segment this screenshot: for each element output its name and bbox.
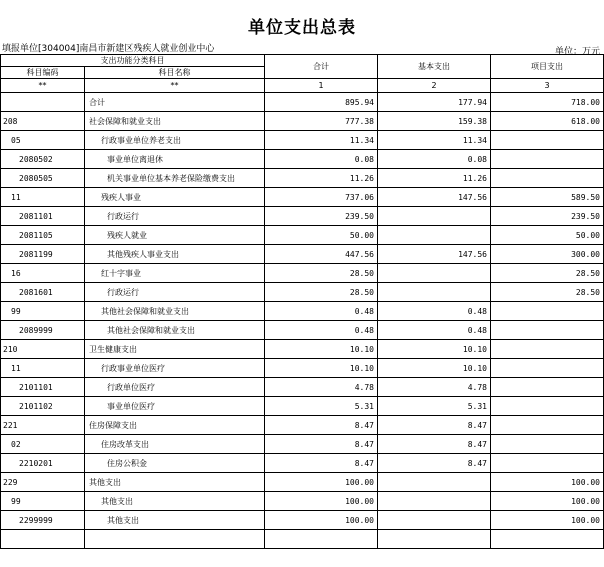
cell-basic-expenditure: 10.10: [378, 359, 491, 378]
header-total: 合计: [265, 55, 378, 79]
header-subject-name: 科目名称: [85, 67, 265, 79]
cell-total: 100.00: [265, 511, 378, 530]
cell-subject-code: 02: [1, 435, 85, 454]
cell-subject-name: [85, 530, 265, 549]
header-subject-code: 科目编码: [1, 67, 85, 79]
cell-subject-code: 11: [1, 188, 85, 207]
cell-basic-expenditure: [378, 530, 491, 549]
cell-total: 50.00: [265, 226, 378, 245]
cell-subject-name: 行政事业单位医疗: [85, 359, 265, 378]
cell-total: 0.48: [265, 302, 378, 321]
cell-total: 100.00: [265, 473, 378, 492]
table-row: [1, 530, 604, 549]
report-title: 单位支出总表: [248, 18, 356, 38]
cell-subject-name: 其他支出: [85, 492, 265, 511]
cell-subject-name: 住房公积金: [85, 454, 265, 473]
cell-project-expenditure: [491, 378, 604, 397]
table-row: [1, 416, 604, 435]
cell-subject-name: 其他支出: [85, 473, 265, 492]
table-row: [1, 454, 604, 473]
table-row: [1, 321, 604, 340]
cell-basic-expenditure: [378, 207, 491, 226]
cell-subject-code: 2080502: [1, 150, 85, 169]
header-code-marker: **: [1, 79, 85, 93]
table-row: [1, 264, 604, 283]
header-index-basic: 2: [378, 79, 491, 93]
cell-subject-code: 99: [1, 302, 85, 321]
cell-project-expenditure: [491, 302, 604, 321]
cell-basic-expenditure: [378, 264, 491, 283]
cell-total: 8.47: [265, 454, 378, 473]
cell-project-expenditure: 618.00: [491, 112, 604, 131]
cell-total: 4.78: [265, 378, 378, 397]
cell-subject-name: 卫生健康支出: [85, 340, 265, 359]
cell-project-expenditure: [491, 131, 604, 150]
header-basic-expenditure: 基本支出: [378, 55, 491, 79]
cell-subject-code: 2089999: [1, 321, 85, 340]
cell-subject-name: 机关事业单位基本养老保险缴费支出: [85, 169, 265, 188]
cell-project-expenditure: [491, 397, 604, 416]
cell-project-expenditure: 100.00: [491, 473, 604, 492]
cell-basic-expenditure: 10.10: [378, 340, 491, 359]
cell-basic-expenditure: 8.47: [378, 435, 491, 454]
cell-subject-code: 2081105: [1, 226, 85, 245]
expenditure-summary-table: [0, 54, 604, 549]
cell-subject-code: 05: [1, 131, 85, 150]
cell-subject-code: 229: [1, 473, 85, 492]
cell-subject-code: 2210201: [1, 454, 85, 473]
cell-project-expenditure: [491, 530, 604, 549]
cell-subject-code: 2080505: [1, 169, 85, 188]
table-row: [1, 169, 604, 188]
cell-subject-code: 2101101: [1, 378, 85, 397]
table-row: [1, 283, 604, 302]
cell-subject-code: 2081101: [1, 207, 85, 226]
cell-subject-code: 2081199: [1, 245, 85, 264]
cell-project-expenditure: 239.50: [491, 207, 604, 226]
cell-basic-expenditure: 11.26: [378, 169, 491, 188]
table-row: [1, 93, 604, 112]
cell-total: 11.26: [265, 169, 378, 188]
table-row: [1, 397, 604, 416]
table-row: [1, 150, 604, 169]
cell-project-expenditure: [491, 321, 604, 340]
cell-basic-expenditure: [378, 473, 491, 492]
cell-total: 10.10: [265, 359, 378, 378]
cell-subject-code: 99: [1, 492, 85, 511]
cell-project-expenditure: [491, 150, 604, 169]
cell-subject-name: 事业单位离退休: [85, 150, 265, 169]
cell-project-expenditure: [491, 454, 604, 473]
cell-project-expenditure: 28.50: [491, 283, 604, 302]
table-row: [1, 492, 604, 511]
cell-subject-code: [1, 93, 85, 112]
cell-basic-expenditure: 11.34: [378, 131, 491, 150]
cell-subject-name: 合计: [85, 93, 265, 112]
cell-basic-expenditure: 147.56: [378, 245, 491, 264]
cell-basic-expenditure: 0.48: [378, 321, 491, 340]
cell-subject-name: 行政单位医疗: [85, 378, 265, 397]
table-row: [1, 340, 604, 359]
header-row-index: [1, 79, 604, 93]
cell-basic-expenditure: 8.47: [378, 416, 491, 435]
cell-basic-expenditure: 147.56: [378, 188, 491, 207]
header-name-marker: **: [85, 79, 265, 93]
cell-total: 737.06: [265, 188, 378, 207]
cell-total: 447.56: [265, 245, 378, 264]
cell-project-expenditure: 300.00: [491, 245, 604, 264]
cell-subject-name: 残疾人就业: [85, 226, 265, 245]
cell-subject-code: 2081601: [1, 283, 85, 302]
cell-subject-code: 2299999: [1, 511, 85, 530]
cell-subject-name: 社会保障和就业支出: [85, 112, 265, 131]
cell-project-expenditure: [491, 340, 604, 359]
header-project-expenditure: 项目支出: [491, 55, 604, 79]
cell-total: 239.50: [265, 207, 378, 226]
cell-subject-name: 红十字事业: [85, 264, 265, 283]
cell-basic-expenditure: 159.38: [378, 112, 491, 131]
table-row: [1, 226, 604, 245]
cell-subject-name: 残疾人事业: [85, 188, 265, 207]
cell-total: 0.08: [265, 150, 378, 169]
cell-subject-name: 其他残疾人事业支出: [85, 245, 265, 264]
cell-basic-expenditure: 4.78: [378, 378, 491, 397]
table-row: [1, 302, 604, 321]
cell-basic-expenditure: 0.48: [378, 302, 491, 321]
table-row: [1, 112, 604, 131]
cell-total: 28.50: [265, 264, 378, 283]
cell-basic-expenditure: [378, 492, 491, 511]
cell-subject-code: 208: [1, 112, 85, 131]
cell-subject-code: 2101102: [1, 397, 85, 416]
table-row: [1, 207, 604, 226]
cell-project-expenditure: [491, 359, 604, 378]
cell-subject-name: 其他社会保障和就业支出: [85, 321, 265, 340]
cell-total: 28.50: [265, 283, 378, 302]
table-row: [1, 511, 604, 530]
cell-total: 8.47: [265, 416, 378, 435]
cell-subject-name: 其他支出: [85, 511, 265, 530]
table-row: [1, 131, 604, 150]
cell-subject-code: [1, 530, 85, 549]
cell-total: 5.31: [265, 397, 378, 416]
cell-basic-expenditure: [378, 511, 491, 530]
reporting-unit: 填报单位[304004]南昌市新建区残疾人就业创业中心: [2, 44, 215, 54]
cell-total: 8.47: [265, 435, 378, 454]
cell-basic-expenditure: 177.94: [378, 93, 491, 112]
cell-project-expenditure: [491, 169, 604, 188]
table-row: [1, 473, 604, 492]
cell-subject-name: 住房保障支出: [85, 416, 265, 435]
cell-project-expenditure: 28.50: [491, 264, 604, 283]
currency-unit-label: 单位：万元: [554, 47, 600, 57]
cell-total: 11.34: [265, 131, 378, 150]
cell-subject-name: 行政运行: [85, 207, 265, 226]
cell-project-expenditure: 100.00: [491, 511, 604, 530]
cell-subject-name: 行政运行: [85, 283, 265, 302]
table-body: [1, 93, 604, 549]
cell-subject-code: 11: [1, 359, 85, 378]
cell-basic-expenditure: 0.08: [378, 150, 491, 169]
cell-project-expenditure: 718.00: [491, 93, 604, 112]
cell-basic-expenditure: [378, 283, 491, 302]
cell-project-expenditure: [491, 435, 604, 454]
table-row: [1, 435, 604, 454]
cell-project-expenditure: 50.00: [491, 226, 604, 245]
header-index-project: 3: [491, 79, 604, 93]
cell-project-expenditure: 100.00: [491, 492, 604, 511]
cell-total: 777.38: [265, 112, 378, 131]
table-row: [1, 378, 604, 397]
table-row: [1, 245, 604, 264]
cell-basic-expenditure: 8.47: [378, 454, 491, 473]
cell-total: 10.10: [265, 340, 378, 359]
cell-project-expenditure: [491, 416, 604, 435]
cell-subject-name: 事业单位医疗: [85, 397, 265, 416]
cell-total: [265, 530, 378, 549]
table-row: [1, 188, 604, 207]
cell-total: 895.94: [265, 93, 378, 112]
cell-subject-name: 其他社会保障和就业支出: [85, 302, 265, 321]
cell-basic-expenditure: 5.31: [378, 397, 491, 416]
cell-total: 0.48: [265, 321, 378, 340]
header-row-group: [1, 55, 604, 67]
cell-subject-code: 16: [1, 264, 85, 283]
cell-subject-code: 221: [1, 416, 85, 435]
cell-total: 100.00: [265, 492, 378, 511]
table-header: [1, 55, 604, 93]
cell-project-expenditure: 589.50: [491, 188, 604, 207]
table-row: [1, 359, 604, 378]
cell-subject-code: 210: [1, 340, 85, 359]
cell-subject-name: 住房改革支出: [85, 435, 265, 454]
header-functional-category: 支出功能分类科目: [1, 55, 265, 67]
cell-subject-name: 行政事业单位养老支出: [85, 131, 265, 150]
header-index-total: 1: [265, 79, 378, 93]
cell-basic-expenditure: [378, 226, 491, 245]
